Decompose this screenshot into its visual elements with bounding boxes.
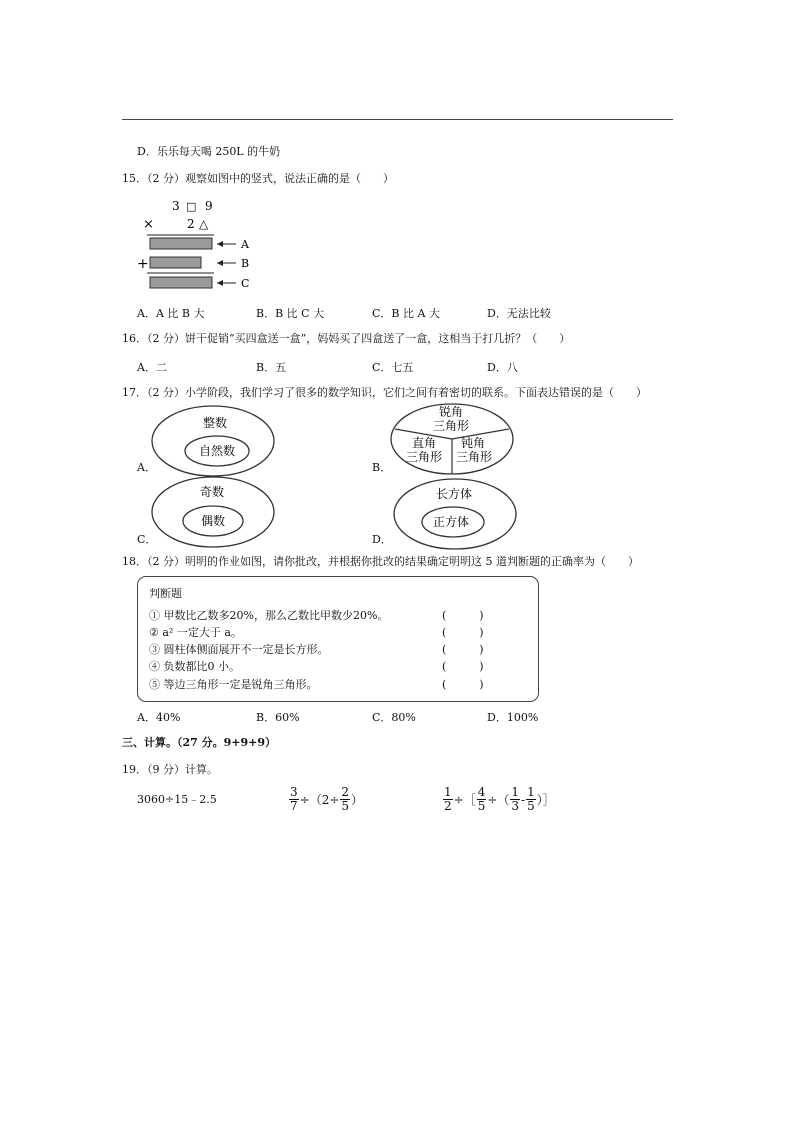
q19-e3-frac-1: $\frac{1}{2}$ (444, 785, 452, 813)
q15-vertical-multiplication-figure (130, 192, 270, 296)
q18-option-d: D．100% (487, 711, 539, 724)
q15-digit-9: 9 (205, 199, 213, 213)
q15-label-b: B (241, 257, 250, 270)
q18-item-5: ⑤ 等边三角形一定是锐角三角形。 (149, 678, 318, 691)
q18-option-a: A．40% (137, 711, 181, 724)
section-3-title: 三、计算。（27 分。9+9+9） (122, 736, 277, 749)
q17-b-right-1: 钝角 (461, 436, 486, 450)
q17-diagram-b (389, 402, 515, 476)
q19-expression-1: 3060÷15﹣2.5 (137, 793, 217, 806)
q17-a-inner: 自然数 (199, 444, 236, 458)
q17-stem: 17．（2 分）小学阶段，我们学习了很多的数学知识，它们之间有着密切的联系。下面表达错误的是（ ） (122, 386, 647, 399)
q15-plus-sign: + (137, 256, 149, 272)
q17-diagram-d (392, 477, 518, 551)
q19-expression-2: $\frac{3}{7}$ ÷（2÷ $\frac{2}{5}$ ） (290, 785, 364, 813)
q15-label-c: C (241, 277, 250, 290)
q15-bar-b (150, 257, 201, 268)
q18-answer-blank-4: ( ) (442, 660, 484, 673)
q15-bar-c (150, 277, 212, 288)
q18-answer-blank-5: ( ) (442, 678, 484, 691)
q16-option-a: A．二 (137, 361, 167, 374)
q17-c-outer: 奇数 (200, 485, 225, 499)
q19-e3-frac-2: $\frac{4}{5}$ (477, 785, 486, 813)
q17-b-left-2: 三角形 (406, 450, 443, 464)
q19-e2-frac-1: $\frac{3}{7}$ (290, 785, 298, 813)
q18-answer-blank-3: ( ) (442, 643, 484, 656)
q16-option-c: C．七五 (372, 361, 414, 374)
header-rule (122, 119, 673, 120)
q18-item-4: ④ 负数都比0 小。 (149, 660, 240, 673)
q15-label-a: A (241, 238, 249, 251)
q15-digit-2: 2 (187, 217, 195, 231)
q18-item-3: ③ 圆柱体侧面展开不一定是长方形。 (149, 643, 329, 656)
q15-bar-a (150, 238, 212, 249)
q17-a-outer: 整数 (203, 416, 228, 430)
q17-d-outer: 长方体 (436, 487, 473, 501)
q18-option-c: C．80% (372, 711, 416, 724)
q15-triangle-digit: △ (199, 217, 209, 231)
q18-answer-blank-1: ( ) (442, 609, 484, 622)
q17-diagram-a (150, 404, 276, 478)
q18-stem: 18．（2 分）明明的作业如图，请你批改，并根据你批改的结果确定明明这 5 道判断题的正确率为（ ） (122, 555, 639, 568)
q17-b-right-2: 三角形 (456, 450, 493, 464)
q15-box-digit: □ (186, 200, 197, 213)
q19-e3-frac-4: $\frac{1}{5}$ (527, 785, 535, 813)
q17-c-inner: 偶数 (201, 514, 226, 528)
q15-stem: 15．（2 分）观察如图中的竖式，说法正确的是（ ） (122, 172, 394, 185)
q18-answer-blank-2: ( ) (442, 626, 484, 639)
q16-option-d: D．八 (487, 361, 518, 374)
q19-e2-frac-2: $\frac{2}{5}$ (341, 785, 350, 813)
q19-expression-3: $\frac{1}{2}$ ÷［ $\frac{4}{5}$ ÷（ $\frac{1}{3}$ - $\frac{1}{5}$ ）］ (444, 785, 555, 813)
q18-box-title: 判断题 (149, 587, 182, 600)
q17-d-inner: 正方体 (433, 515, 470, 529)
q17-b-top-2: 三角形 (433, 419, 470, 433)
q18-item-2: ② a² 一定大于 a。 (149, 626, 242, 639)
q19-stem: 19．（9 分）计算。 (122, 763, 218, 776)
q15-option-c: C．B 比 A 大 (372, 307, 440, 320)
q17-d-letter: D． (372, 533, 392, 546)
q15-digit-3: 3 (172, 199, 180, 213)
q17-b-letter: B． (372, 461, 392, 474)
q17-a-letter: A． (137, 461, 156, 474)
q15-times-sign: × (143, 217, 154, 232)
q17-c-letter: C． (137, 533, 157, 546)
q15-option-b: B．B 比 C 大 (256, 307, 325, 320)
q17-b-top-1: 锐角 (439, 405, 464, 419)
q15-option-d: D．无法比较 (487, 307, 551, 320)
q17-b-left-1: 直角 (412, 436, 437, 450)
q16-stem: 16．（2 分）饼干促销“买四盒送一盒”，妈妈买了四盒送了一盒，这相当于打几折？（ ） (122, 332, 571, 345)
q18-item-1: ① 甲数比乙数多20%，那么乙数比甲数少20%。 (149, 609, 389, 622)
q14-option-d: D．乐乐每天喝 250L 的牛奶 (137, 145, 281, 158)
q15-option-a: A．A 比 B 大 (137, 307, 205, 320)
q17-diagram-c (150, 475, 276, 549)
q19-e3-frac-3: $\frac{1}{3}$ (511, 785, 520, 813)
q18-option-b: B．60% (256, 711, 300, 724)
q16-option-b: B．五 (256, 361, 287, 374)
